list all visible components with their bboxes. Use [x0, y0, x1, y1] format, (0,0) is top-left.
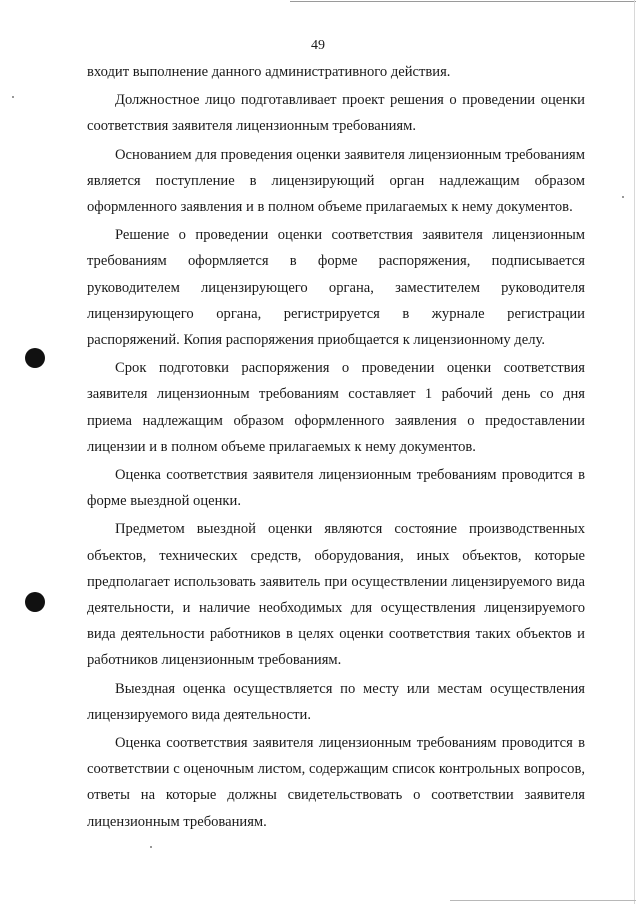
paragraph: Должностное лицо подготавливает проект решения о проведении оценки соответствия заявителя лицензионным требованиям.: [87, 92, 585, 135]
paragraph: Выездная оценка осуществляется по месту или местам осуществления лицензируемого вида деятельности.: [87, 680, 585, 723]
document-body: [87, 59, 585, 835]
paragraph: входит выполнение данного административного действия.: [87, 64, 451, 80]
scan-edge-bottom: [450, 900, 636, 901]
binder-hole-icon: [25, 348, 45, 368]
scan-speck: [150, 846, 152, 848]
binder-hole-icon: [25, 592, 45, 612]
paragraph: Оценка соответствия заявителя лицензионным требованиям проводится в соответствии с оценочным листом, содержащим список контрольных вопросов, ответы на которые должны свидетельствовать о соответствии заявителя лицензионным требованиям.: [87, 735, 585, 830]
scan-speck: [12, 96, 14, 98]
paragraph: Срок подготовки распоряжения о проведении оценки соответствия заявителя лицензионным требованиям составляет 1 рабочий день со дня приема надлежащим образом оформленного заявления о предоставлении лицензии и в полном объеме прилагаемых к нему документов.: [87, 360, 585, 455]
paragraph: Решение о проведении оценки соответствия заявителя лицензионным требованиям оформляется в форме распоряжения, подписывается руководителем лицензирующего органа, заместителем руководителя лицензирующего органа, регистрируется в журнале регистрации распоряжений. Копия распоряжения приобщается к лицензионному делу.: [87, 227, 585, 349]
paragraph: Основанием для проведения оценки заявителя лицензионным требованиям является поступление в лицензирующий орган надлежащим образом оформленного заявления и в полном объеме прилагаемых к нему документов.: [87, 146, 585, 216]
scan-edge-top: [290, 1, 636, 2]
paragraph: Оценка соответствия заявителя лицензионным требованиям проводится в форме выездной оценки.: [87, 467, 585, 510]
paragraph: Предметом выездной оценки являются состояние производственных объектов, технических средств, оборудования, иных объектов, которые предполагает использовать заявитель при осуществлении лицензируемого вида деятельности, и наличие необходимых для осуществления лицензируемого вида деятельности работников в целях оценки соответствия таких объектов и работников лицензионным требованиям.: [87, 521, 585, 669]
scan-speck: [622, 196, 624, 198]
scan-edge-right: [634, 0, 635, 904]
page-number: 49: [311, 38, 325, 53]
